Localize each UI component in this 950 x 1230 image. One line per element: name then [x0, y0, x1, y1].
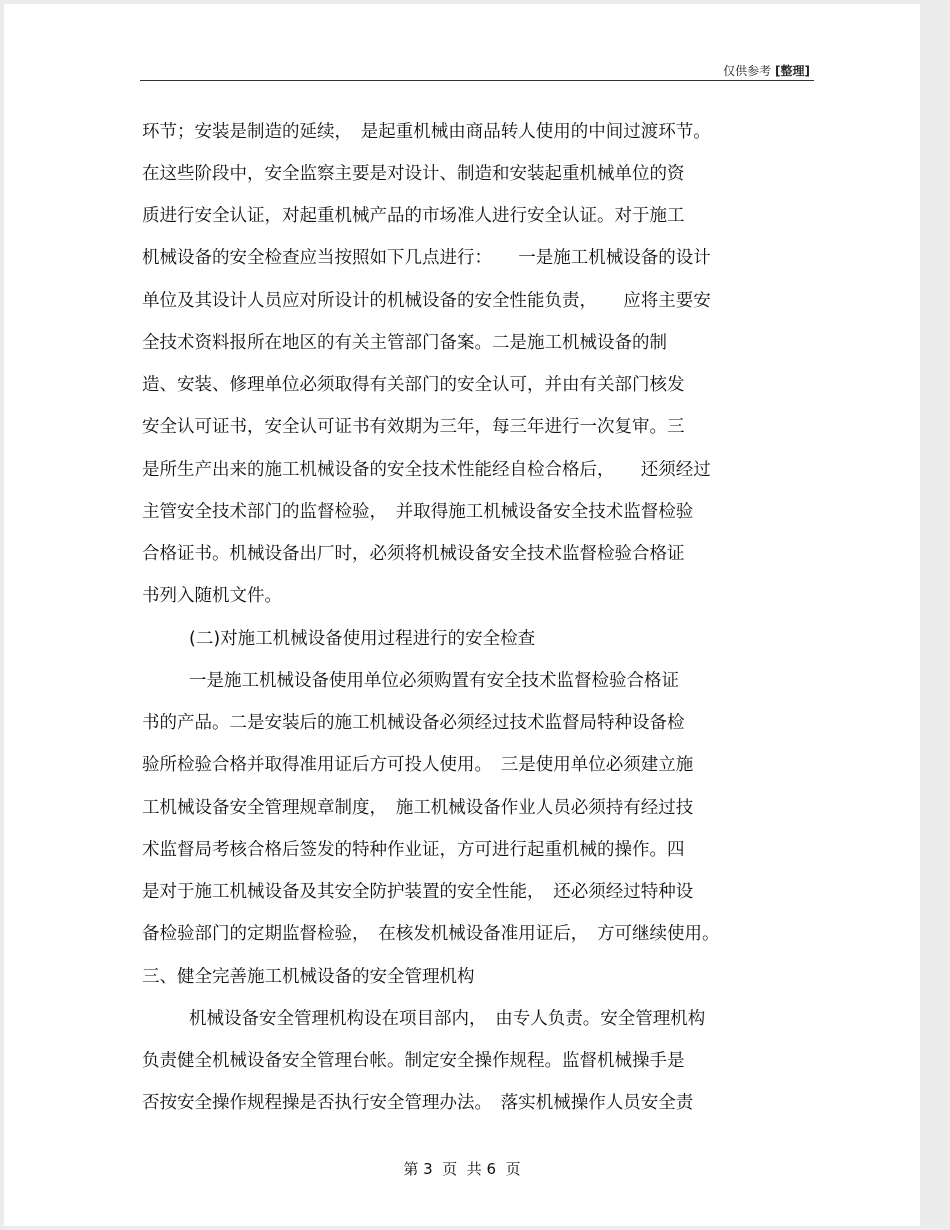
text-line: 是对于施工机械设备及其安全防护装置的安全性能， 还必须经过特种设	[142, 882, 694, 902]
text-line: 环节；安装是制造的延续， 是起重机械由商品转人使用的中间过渡环节。	[142, 122, 711, 142]
text-line: 在这些阶段中，安全监察主要是对设计、制造和安装起重机械单位的资	[142, 164, 685, 184]
section-heading: (二)对施工机械设备使用过程进行的安全检查	[189, 629, 536, 649]
text-line: 否按安全操作规程操是否执行安全管理办法。 落实机械操作人员安全责	[142, 1093, 694, 1113]
header-label	[723, 62, 810, 79]
text-line: 质进行安全认证，对起重机械产品的市场准人进行安全认证。对于施工	[142, 206, 685, 226]
text-line: 备检验部门的定期监督检验， 在核发机械设备准用证后， 方可继续使用。	[142, 924, 720, 944]
text-line: 是所生产出来的施工机械设备的安全技术性能经自检合格后， 还须经过	[142, 460, 711, 480]
text-line: 造、安装、修理单位必须取得有关部门的安全认可，并由有关部门核发	[142, 375, 685, 395]
text-line: 全技术资料报所在地区的有关主管部门备案。二是施工机械设备的制	[142, 333, 667, 353]
header-bracket-text: [整理]	[775, 64, 810, 78]
section-heading: 三、健全完善施工机械设备的安全管理机构	[142, 967, 475, 987]
text-line: 单位及其设计人员应对所设计的机械设备的安全性能负责， 应将主要安	[142, 291, 711, 311]
header-rule	[140, 80, 814, 81]
text-line: 书的产品。二是安装后的施工机械设备必须经过技术监督局特种设备检	[142, 713, 685, 733]
text-line: 安全认可证书，安全认可证书有效期为三年，每三年进行一次复审。三	[142, 417, 685, 437]
text-line: 负责健全机械设备安全管理台帐。制定安全操作规程。监督机械操手是	[142, 1051, 685, 1071]
text-line: 工机械设备安全管理规章制度， 施工机械设备作业人员必须持有经过技	[142, 798, 694, 818]
text-line: 合格证书。机械设备出厂时，必须将机械设备安全技术监督检验合格证	[142, 544, 685, 564]
text-line: 机械设备的安全检查应当按照如下几点进行： 一是施工机械设备的设计	[142, 248, 711, 268]
page-number-footer: 第 3 页 共 6 页	[403, 1160, 521, 1178]
header-reference-text: 仅供参考	[723, 64, 772, 78]
text-line: 主管安全技术部门的监督检验， 并取得施工机械设备安全技术监督检验	[142, 502, 694, 522]
document-page	[4, 4, 920, 1226]
text-line: 书列入随机文件。	[142, 586, 282, 606]
text-line: 一是施工机械设备使用单位必须购置有安全技术监督检验合格证	[189, 671, 679, 691]
text-line: 机械设备安全管理机构设在项目部内， 由专人负责。安全管理机构	[189, 1009, 706, 1029]
text-line: 验所检验合格并取得准用证后方可投人使用。 三是使用单位必须建立施	[142, 755, 694, 775]
text-line: 术监督局考核合格后签发的特种作业证，方可进行起重机械的操作。四	[142, 840, 685, 860]
